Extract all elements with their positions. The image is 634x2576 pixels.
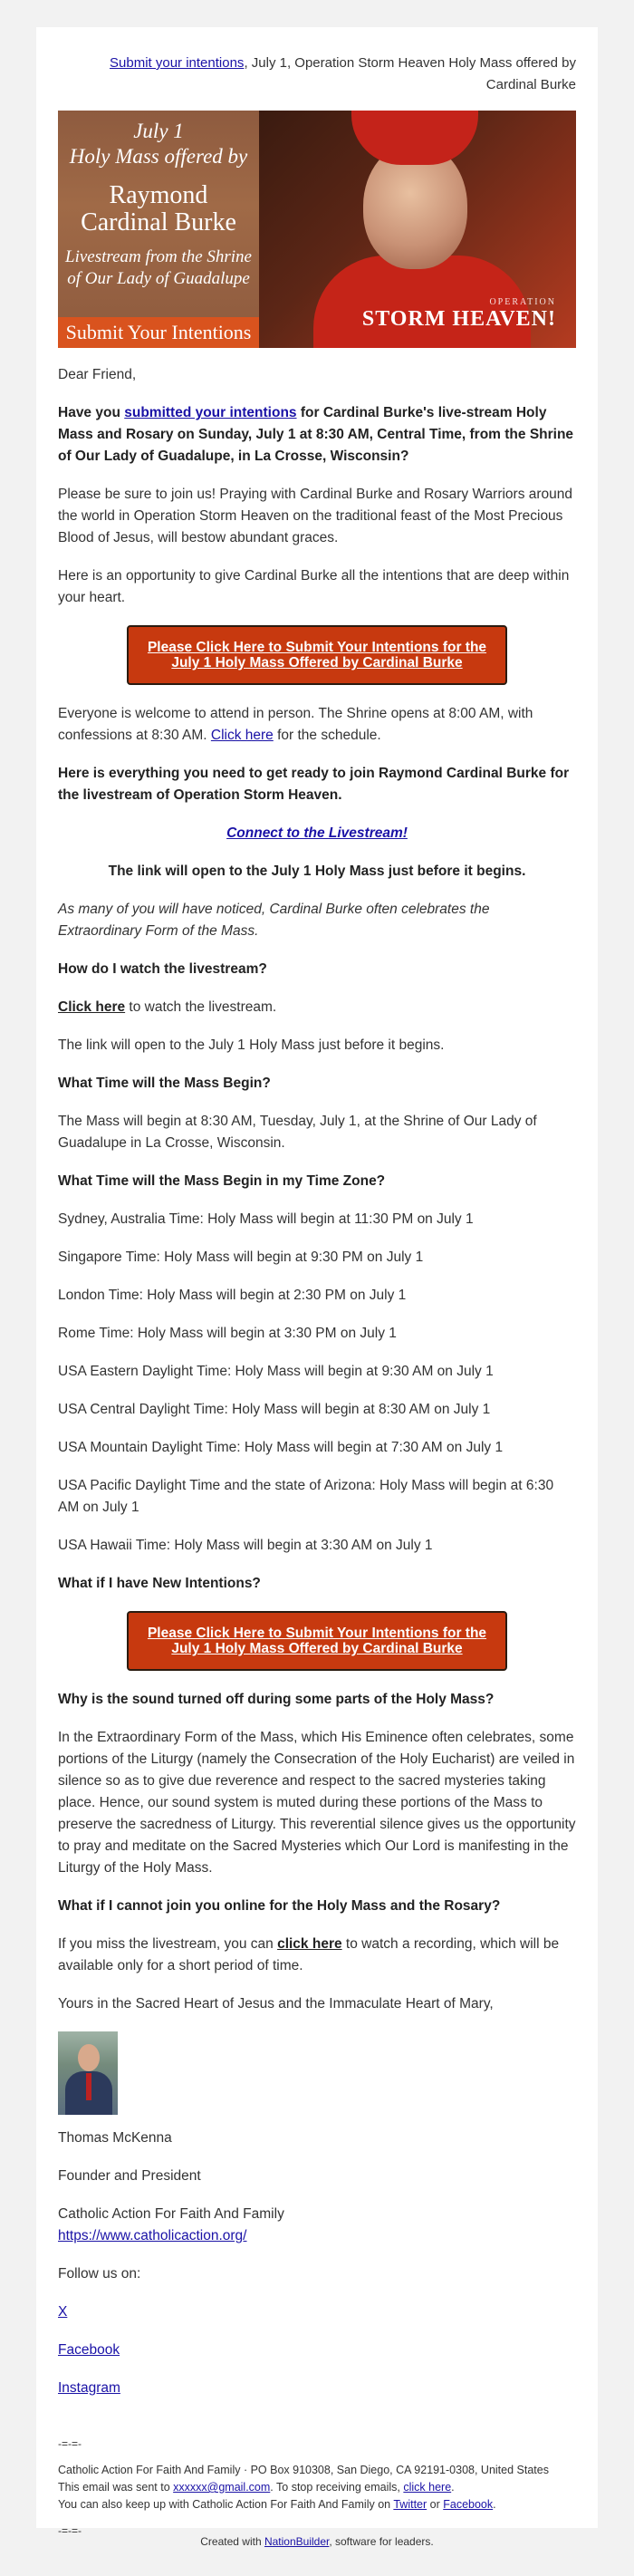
extraordinary-note: As many of you will have noticed, Cardinal Burke often celebrates the Extraordinary Form of the Mass. bbox=[58, 902, 490, 939]
preheader bbox=[58, 53, 576, 96]
signature-org-block bbox=[58, 2204, 576, 2247]
banner-submit-bar[interactable]: Submit Your Intentions bbox=[58, 317, 259, 348]
signature-name: Thomas McKenna bbox=[58, 2130, 172, 2146]
timezone-london: London Time: Holy Mass will begin at 2:30 PM on July 1 bbox=[58, 1288, 407, 1303]
banner-name-title: Cardinal Burke bbox=[81, 208, 236, 236]
submit-intentions-button[interactable]: Please Click Here to Submit Your Intentions for the July 1 Holy Mass Offered by Cardinal Burke bbox=[127, 625, 507, 685]
follow-label: Follow us on: bbox=[58, 2266, 141, 2282]
signature-title: Founder and President bbox=[58, 2168, 201, 2184]
watch-heading: How do I watch the livestream? bbox=[58, 961, 267, 977]
zucchetto-shape bbox=[351, 111, 478, 165]
banner-mass-line: Holy Mass offered by bbox=[69, 145, 248, 168]
instagram-link[interactable]: Instagram bbox=[58, 2380, 120, 2396]
footer bbox=[58, 2436, 576, 2540]
intro-post: for Cardinal Burke's live-stream Holy Mass and Rosary on Sunday, July 1 at 8:30 AM, Central Time, from the Shrine of Our Lady of Guadalupe, in La Crosse, Wisconsin? bbox=[58, 405, 574, 464]
opportunity-paragraph: Here is an opportunity to give Cardinal Burke all the intentions that are deep within your heart. bbox=[58, 568, 570, 605]
hero-banner[interactable] bbox=[58, 111, 576, 348]
miss-pre: If you miss the livestream, you can bbox=[58, 1936, 278, 1952]
timezone-sydney: Sydney, Australia Time: Holy Mass will begin at 11:30 PM on July 1 bbox=[58, 1211, 474, 1227]
email-card bbox=[36, 27, 598, 2537]
photo-head-shape bbox=[78, 2044, 100, 2071]
welcome-paragraph bbox=[58, 703, 576, 747]
link-open-bold: The link will open to the July 1 Holy Mass just before it begins. bbox=[108, 863, 526, 879]
email-body bbox=[58, 53, 576, 2549]
timezone-eastern: USA Eastern Daylight Time: Holy Mass will begin at 9:30 AM on July 1 bbox=[58, 1364, 494, 1379]
timezone-mountain: USA Mountain Daylight Time: Holy Mass will begin at 7:30 AM on July 1 bbox=[58, 1440, 504, 1455]
ready-paragraph: Here is everything you need to get ready to join Raymond Cardinal Burke for the livestream of Operation Storm Heaven. bbox=[58, 766, 570, 803]
logo-big-text: STORM HEAVEN! bbox=[361, 307, 556, 331]
banner-date: July 1 bbox=[133, 120, 184, 142]
signature-org: Catholic Action For Faith And Family bbox=[58, 2206, 284, 2222]
welcome-post: for the schedule. bbox=[273, 728, 381, 743]
preheader-text: , July 1, Operation Storm Heaven Holy Mass offered by Cardinal Burke bbox=[244, 55, 576, 92]
submitted-intentions-link[interactable]: submitted your intentions bbox=[124, 405, 297, 420]
footer-sent-line bbox=[58, 2479, 576, 2496]
follow-facebook bbox=[58, 2340, 576, 2361]
watch-livestream-link[interactable]: Click here bbox=[58, 999, 126, 1015]
cardinal-photo bbox=[259, 111, 576, 348]
sent-mid: . To stop receiving emails, bbox=[270, 2481, 404, 2494]
footer-address: Catholic Action For Faith And Family · PO Box 910308, San Diego, CA 92191-0308, United States bbox=[58, 2464, 549, 2476]
x-link[interactable]: X bbox=[58, 2304, 68, 2320]
watch-paragraph bbox=[58, 997, 576, 1018]
social-or: or bbox=[427, 2498, 444, 2511]
social-pre: You can also keep up with Catholic Action For Faith And Family on bbox=[58, 2498, 394, 2511]
new-intentions-heading: What if I have New Intentions? bbox=[58, 1576, 261, 1591]
recipient-email-link[interactable]: xxxxxx@gmail.com bbox=[173, 2481, 271, 2494]
connect-paragraph bbox=[58, 823, 576, 844]
time-answer: The Mass will begin at 8:30 AM, Tuesday, July 1, at the Shrine of Our Lady of Guadalupe in La Crosse, Wisconsin. bbox=[58, 1114, 537, 1151]
submit-intentions-preheader-link[interactable]: Submit your intentions bbox=[110, 55, 245, 71]
schedule-link[interactable]: Click here bbox=[210, 728, 274, 743]
timezone-singapore: Singapore Time: Holy Mass will begin at 9:30 PM on July 1 bbox=[58, 1249, 424, 1265]
banner-livestream-line: Livestream from the Shrine of Our Lady of Guadalupe bbox=[65, 247, 252, 288]
timezone-central: USA Central Daylight Time: Holy Mass will begin at 8:30 AM on July 1 bbox=[58, 1402, 491, 1417]
greeting: Dear Friend, bbox=[58, 367, 137, 382]
link-open-plain: The link will open to the July 1 Holy Mass just before it begins. bbox=[58, 1037, 445, 1053]
twitter-link[interactable]: Twitter bbox=[393, 2498, 427, 2511]
credit-pre: Created with bbox=[200, 2535, 264, 2548]
recording-link[interactable]: click here bbox=[277, 1936, 342, 1952]
storm-heaven-logo bbox=[362, 297, 556, 332]
miss-post: to watch a recording, which will be available only for a short period of time. bbox=[58, 1936, 560, 1973]
sound-answer: In the Extraordinary Form of the Mass, which His Eminence often celebrates, some portions of the Liturgy (namely the Consecration of the Holy Eucharist) are veiled in silence so as to give due reverence and respect to the sacred mysteries taking place. Hence, our sound system is muted during these portions of the Mass to preserve the sacredness of Liturgy. This reverential silence gives us the opportunity to pray and meditate on the Sacred Mysteries which Our Lord is manifesting in the Liturgy of the Holy Mass. bbox=[58, 1730, 576, 1876]
sound-heading: Why is the sound turned off during some parts of the Holy Mass? bbox=[58, 1692, 495, 1707]
footer-facebook-link[interactable]: Facebook bbox=[443, 2498, 494, 2511]
sent-post: . bbox=[451, 2481, 455, 2494]
footer-divider-top: -=-=- bbox=[58, 2437, 82, 2450]
nationbuilder-link[interactable]: NationBuilder bbox=[264, 2535, 330, 2548]
join-paragraph: Please be sure to join us! Praying with Cardinal Burke and Rosary Warriors around the world in Operation Storm Heaven on the traditional feast of the Most Precious Blood of Jesus, will bestow abundant graces. bbox=[58, 487, 573, 545]
timezone-rome: Rome Time: Holy Mass will begin at 3:30 PM on July 1 bbox=[58, 1326, 397, 1341]
nationbuilder-credit bbox=[0, 2535, 634, 2548]
unsubscribe-link[interactable]: click here bbox=[403, 2481, 452, 2494]
timezone-pacific: USA Pacific Daylight Time and the state of Arizona: Holy Mass will begin at 6:30 AM on July 1 bbox=[58, 1478, 554, 1515]
miss-paragraph bbox=[58, 1934, 576, 1977]
facebook-link[interactable]: Facebook bbox=[58, 2342, 120, 2358]
cannot-join-heading: What if I cannot join you online for the Holy Mass and the Rosary? bbox=[58, 1898, 501, 1914]
footer-social-line bbox=[58, 2496, 576, 2513]
credit-post: , software for leaders. bbox=[329, 2535, 434, 2548]
connect-livestream-link[interactable]: Connect to the Livestream! bbox=[226, 825, 408, 841]
intro-pre: Have you bbox=[58, 405, 125, 420]
banner-text-panel bbox=[58, 111, 259, 348]
signature-photo bbox=[58, 2031, 118, 2115]
sent-pre: This email was sent to bbox=[58, 2481, 174, 2494]
follow-x bbox=[58, 2301, 576, 2323]
photo-tie-shape bbox=[86, 2073, 91, 2100]
watch-post: to watch the livestream. bbox=[125, 999, 277, 1015]
follow-instagram bbox=[58, 2378, 576, 2399]
timezone-hawaii: USA Hawaii Time: Holy Mass will begin at 3:30 AM on July 1 bbox=[58, 1538, 433, 1553]
logo-small-text: OPERATION bbox=[489, 297, 556, 307]
closing: Yours in the Sacred Heart of Jesus and the Immaculate Heart of Mary, bbox=[58, 1996, 494, 2012]
welcome-pre: Everyone is welcome to attend in person. The Shrine opens at 8:00 AM, with confessions at 8:30 AM. bbox=[58, 706, 533, 743]
banner-name-first: Raymond bbox=[109, 181, 208, 209]
intro-paragraph bbox=[58, 402, 576, 468]
time-heading: What Time will the Mass Begin? bbox=[58, 1076, 271, 1091]
social-post: . bbox=[493, 2498, 496, 2511]
submit-intentions-button-2[interactable]: Please Click Here to Submit Your Intentions for the July 1 Holy Mass Offered by Cardinal Burke bbox=[127, 1611, 507, 1671]
footer-divider-bottom: -=-=- bbox=[58, 2524, 82, 2537]
website-link[interactable]: https://www.catholicaction.org/ bbox=[58, 2228, 247, 2243]
footer-spacer bbox=[58, 2416, 576, 2436]
timezone-heading: What Time will the Mass Begin in my Time Zone? bbox=[58, 1173, 386, 1189]
